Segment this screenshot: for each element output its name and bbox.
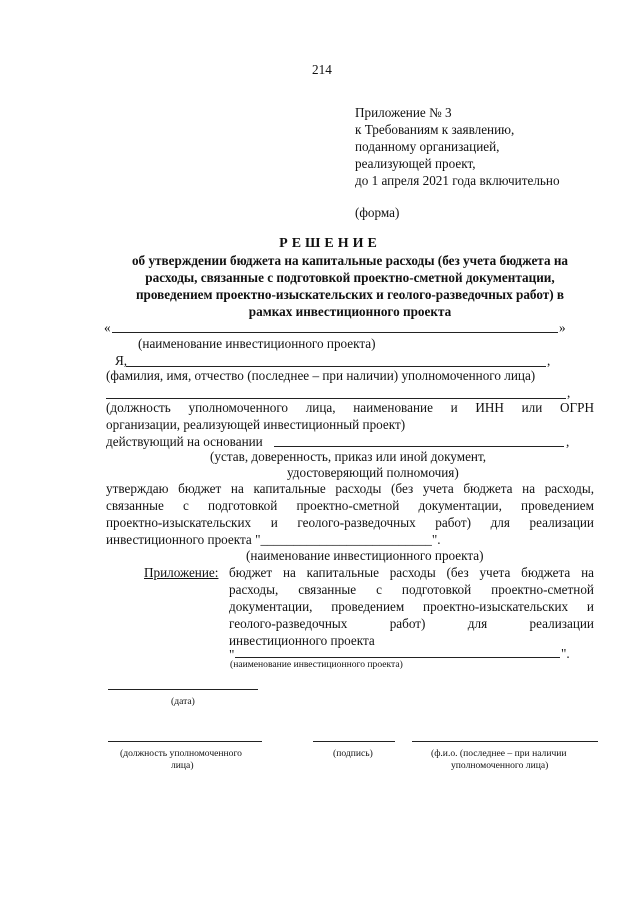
attachment-line-1: бюджет на капитальные расходы (без учета бюджета на xyxy=(229,565,594,580)
sign-position-hint-1: (должность уполномоченного xyxy=(120,748,242,759)
appendix-line-3: поданному организацией, xyxy=(355,139,500,154)
subtitle-line-4: рамках инвестиционного проекта xyxy=(248,304,452,319)
date-hint: (дата) xyxy=(171,696,195,707)
i-label: Я, xyxy=(115,353,128,368)
sign-position-hint-2: лица) xyxy=(171,760,194,771)
quote-close: » xyxy=(559,320,566,335)
fio-hint: (фамилия, имя, отчество (последнее – при наличии) уполномоченного лица) xyxy=(106,368,536,383)
basis-hint-1: (устав, доверенность, приказ или иной документ, xyxy=(210,449,487,464)
sign-fio-hint-2: уполномоченного лица) xyxy=(451,760,549,771)
attachment-line-2: расходы, связанные с подготовкой проектно-сметной xyxy=(229,582,594,597)
position-line xyxy=(106,398,566,399)
project-name-hint: (наименование инвестиционного проекта) xyxy=(138,336,376,351)
project-name-hint-2: (наименование инвестиционного проекта) xyxy=(246,548,484,563)
approve-line-2: связанные с подготовкой проектно-сметной документации, проведением xyxy=(106,498,594,513)
appendix-line-1: Приложение № 3 xyxy=(355,105,452,120)
subtitle-line-2: расходы, связанные с подготовкой проектно-сметной документации, xyxy=(145,270,555,285)
attachment-quote-open: " xyxy=(229,647,235,662)
subtitle-line-1: об утверждении бюджета на капитальные расходы (без учета бюджета на xyxy=(131,253,569,268)
acting-basis-label: действующий на основании xyxy=(106,434,263,449)
page-number: 214 xyxy=(312,62,332,77)
attachment-hint: (наименование инвестиционного проекта) xyxy=(230,659,403,670)
fio-line xyxy=(126,366,546,367)
date-line xyxy=(108,689,258,690)
appendix-line-4: реализующей проект, xyxy=(355,156,476,171)
fio-sign-line xyxy=(412,741,598,742)
fio-comma: , xyxy=(547,353,551,368)
basis-comma: , xyxy=(566,434,570,449)
sign-signature-hint: (подпись) xyxy=(333,748,373,759)
sign-fio-hint-1: (ф.и.о. (последнее – при наличии xyxy=(431,748,567,759)
attachment-label: Приложение: xyxy=(144,565,219,580)
attachment-project-line xyxy=(235,657,560,658)
attachment-line-5: инвестиционного проекта xyxy=(229,633,375,648)
quote-open: « xyxy=(104,320,111,335)
position-comma: , xyxy=(567,385,571,400)
attachment-line-3: документации, проведением проектно-изыскательских и xyxy=(229,599,594,614)
appendix-line-5: до 1 апреля 2021 года включительно xyxy=(355,173,560,188)
position-hint-2: организации, реализующей инвестиционный проект) xyxy=(106,417,406,432)
form-label: (форма) xyxy=(355,205,400,220)
approve-line-3: проектно-изыскательских и геолого-разведочных работ) для реализации xyxy=(106,515,594,530)
appendix-line-2: к Требованиям к заявлению, xyxy=(355,122,515,137)
signature-line xyxy=(313,741,395,742)
subtitle-line-3: проведением проектно-изыскательских и геолого-разведочных работ) в xyxy=(135,287,565,302)
attachment-line-4: геолого-разведочных работ) для реализации xyxy=(229,616,594,631)
position-sign-line xyxy=(108,741,262,742)
basis-line xyxy=(274,446,564,447)
approve-line-1: утверждаю бюджет на капитальные расходы (без учета бюджета на расходы, xyxy=(106,481,594,496)
document-title: РЕШЕНИЕ xyxy=(279,236,381,251)
project-name-line xyxy=(112,332,558,333)
attachment-quote-close: ". xyxy=(561,646,570,661)
position-hint-1: (должность уполномоченного лица, наименование и ИНН или ОГРН xyxy=(106,400,594,415)
approve-line-4: инвестиционного проекта "__________________________". xyxy=(106,532,441,547)
basis-hint-2: удостоверяющий полномочия) xyxy=(287,465,459,480)
